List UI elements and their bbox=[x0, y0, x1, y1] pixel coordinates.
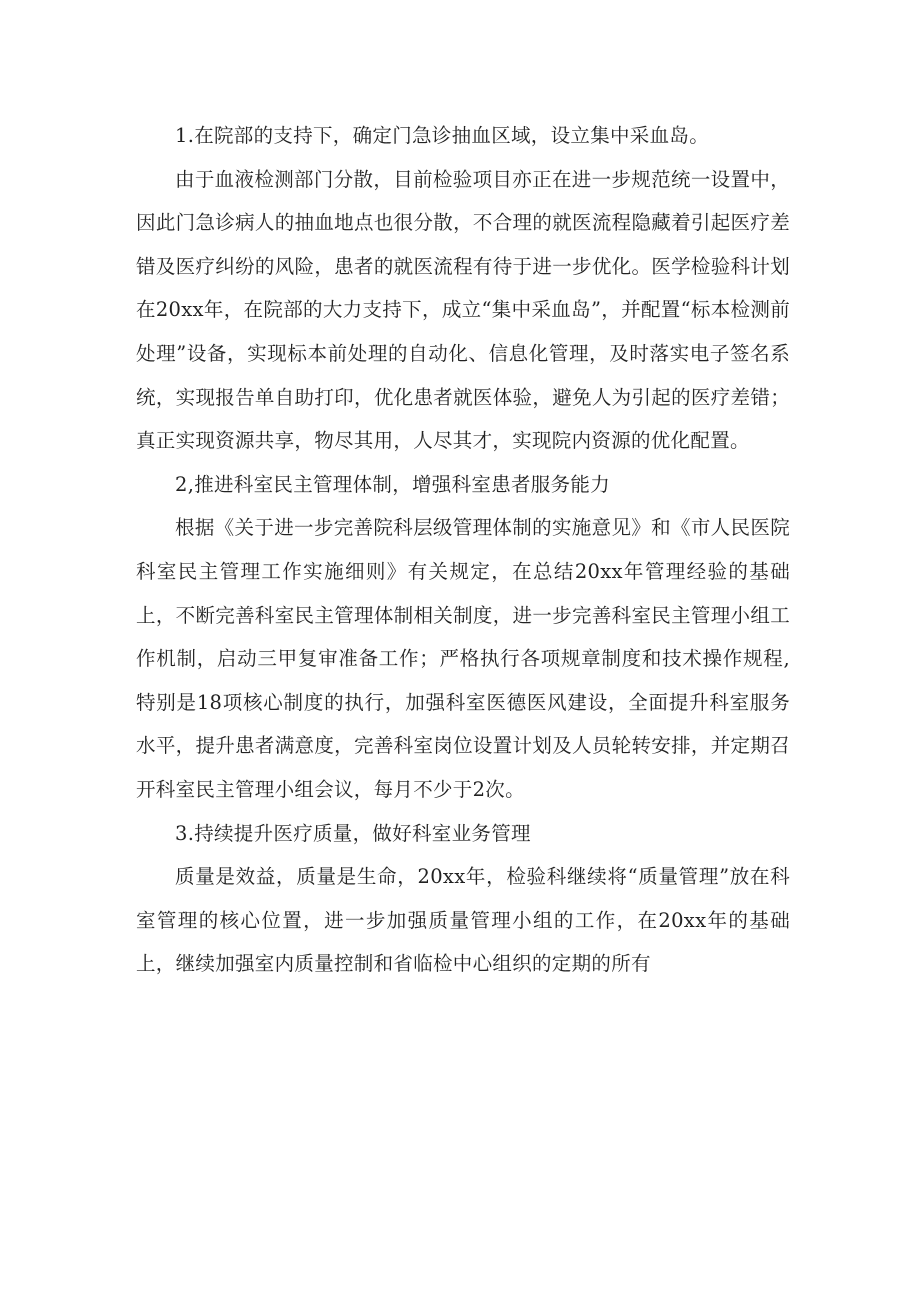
section-heading-1: 1.在院部的支持下，确定门急诊抽血区域，设立集中采血岛。 bbox=[175, 124, 710, 147]
paragraph-quality-management: 质量是效益，质量是生命，20xx年，检验科继续将“质量管理”放在科室管理的核心位置，进一步加强质量管理小组的工作，在20xx年的基础上，继续加强室内质量控制和省临检中心组织的定期的所有 bbox=[136, 865, 790, 976]
section-heading-2: 2,推进科室民主管理体制，增强科室患者服务能力 bbox=[175, 472, 611, 496]
document-body bbox=[136, 114, 790, 986]
paragraph-collection-island: 由于血液检测部门分散，目前检验项目亦正在进一步规范统一设置中，因此门急诊病人的抽血地点也很分散，不合理的就医流程隐藏着引起医疗差错及医疗纠纷的风险，患者的就医流程有待于进一步优化。医学检验科计划在20xx年，在院部的大力支持下，成立“集中采血岛”，并配置“标本检测前处理”设备，实现标本前处理的自动化、信息化管理，及时落实电子签名系统，实现报告单自助打印，优化患者就医体验，避免人为引起的医疗差错；真正实现资源共享，物尽其用，人尽其才，实现院内资源的优化配置。 bbox=[136, 167, 790, 453]
paragraph-democratic-management: 根据《关于进一步完善院科层级管理体制的实施意见》和《市人民医院科室民主管理工作实施细则》有关规定，在总结20xx年管理经验的基础上，不断完善科室民主管理体制相关制度，进一步完善科室民主管理小组工作机制，启动三甲复审准备工作；严格执行各项规章制度和技术操作规程,特别是18项核心制度的执行，加强科室医德医风建设，全面提升科室服务水平，提升患者满意度，完善科室岗位设置计划及人员轮转安排，并定期召开科室民主管理小组会议，每月不少于2次。 bbox=[136, 516, 790, 801]
section-heading-3: 3.持续提升医疗质量，做好科室业务管理 bbox=[175, 821, 531, 845]
